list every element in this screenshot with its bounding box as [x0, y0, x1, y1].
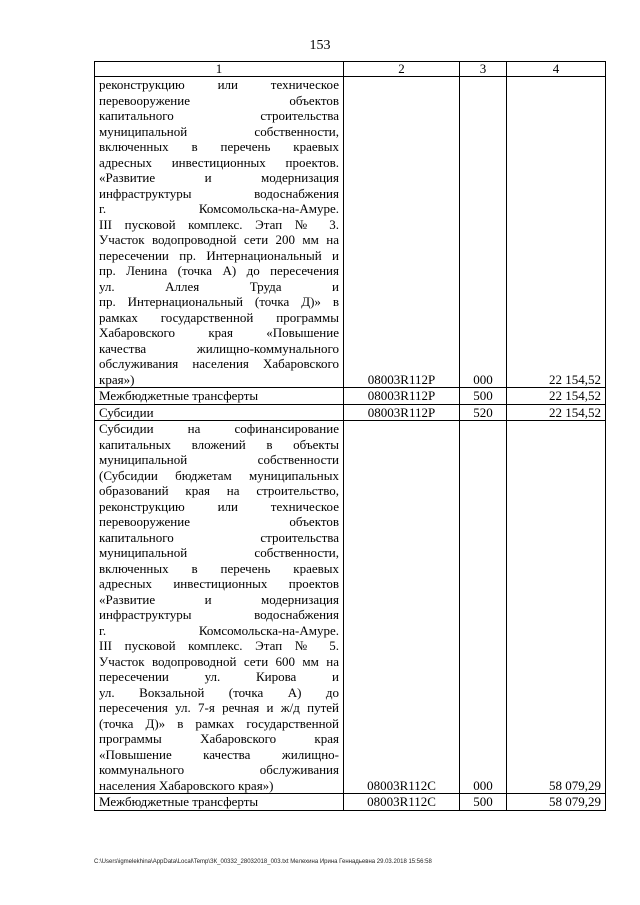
description-line: населения Хабаровского края»): [99, 777, 274, 793]
table-row: [95, 794, 606, 811]
row-description: [95, 77, 344, 388]
description-line: программы Хабаровского края: [99, 731, 339, 746]
page-number: 153: [309, 38, 331, 53]
amount-value: 22 154,52: [507, 388, 606, 405]
description-line: «Развитие и модернизация: [99, 591, 339, 607]
description-line: муниципальной собственности,: [99, 123, 339, 139]
row-description: [95, 388, 344, 405]
expense-type-code: 520: [460, 404, 507, 421]
table-header-row: [95, 62, 606, 77]
description-line: образований края на строительство,: [99, 483, 339, 498]
description-line: «Развитие и модернизация: [99, 170, 339, 185]
description-line: включенных в перечень краевых: [99, 139, 339, 154]
description-line: включенных в перечень краевых: [99, 560, 339, 576]
row-description: [95, 404, 344, 421]
file-path-footer: C:\Users\igmelekhina\AppData\Local\Temp\ЗК_00332_28032018_003.txt Мелехина Ирина Геннадьевна 29.03.2018 15:56:58: [94, 859, 432, 865]
expense-type-code: 500: [460, 388, 507, 405]
description-line: края»): [99, 371, 135, 387]
table-row: [95, 77, 606, 388]
description-line: адресных инвестиционных проектов: [99, 576, 339, 591]
description-line: пересечении пр. Интернациональный и: [99, 247, 339, 263]
amount-value: 22 154,52: [507, 404, 606, 421]
description-line: Хабаровского края «Повышение: [99, 325, 339, 340]
description-line: пр. Интернациональный (точка Д)» в: [99, 294, 339, 309]
description-line: Межбюджетные трансферты: [99, 794, 259, 809]
description-line: Межбюджетные трансферты: [99, 388, 259, 403]
description-line: Участок водопроводной сети 200 мм на: [99, 232, 339, 247]
expense-type-code: 000: [460, 77, 507, 388]
column-header: 1: [95, 62, 344, 77]
description-line: Субсидии: [99, 404, 154, 420]
description-line: инфраструктуры водоснабжения: [99, 185, 339, 201]
description-line: Участок водопроводной сети 600 мм на: [99, 653, 339, 669]
description-line: г. Комсомольска-на-Амуре.: [99, 201, 339, 216]
description-line: Субсидии на софинансирование: [99, 421, 339, 436]
table-row: [95, 421, 606, 794]
budget-table: [94, 61, 606, 811]
description-line: качества жилищно-коммунального: [99, 340, 339, 356]
expense-type-code: 000: [460, 421, 507, 794]
description-line: реконструкцию или техническое: [99, 498, 339, 514]
description-line: реконструкцию или техническое: [99, 77, 339, 92]
target-item-code: 08003R112C: [344, 421, 460, 794]
table-row: [95, 404, 606, 421]
amount-value: 22 154,52: [507, 77, 606, 388]
description-line: капитального строительства: [99, 108, 339, 123]
column-header: 2: [344, 62, 460, 77]
description-line: адресных инвестиционных проектов.: [99, 154, 339, 170]
expense-type-code: 500: [460, 794, 507, 811]
description-line: перевооружение объектов: [99, 92, 339, 108]
description-line: пересечения ул. 7-я речная и ж/д путей: [99, 700, 339, 715]
description-line: «Повышение качества жилищно-: [99, 746, 339, 762]
description-line: ул. Аллея Труда и: [99, 278, 339, 294]
description-line: капитального строительства: [99, 529, 339, 545]
description-line: муниципальной собственности: [99, 452, 339, 467]
amount-value: 58 079,29: [507, 421, 606, 794]
description-line: пересечении ул. Кирова и: [99, 669, 339, 684]
description-line: рамках государственной программы: [99, 309, 339, 325]
target-item-code: 08003R112C: [344, 794, 460, 811]
target-item-code: 08003R112P: [344, 388, 460, 405]
description-line: обслуживания населения Хабаровского: [99, 356, 339, 371]
description-line: (Субсидии бюджетам муниципальных: [99, 467, 339, 483]
description-line: пр. Ленина (точка А) до пересечения: [99, 263, 339, 278]
description-line: капитальных вложений в объекты: [99, 436, 339, 452]
description-line: перевооружение объектов: [99, 514, 339, 529]
column-header: 4: [507, 62, 606, 77]
description-line: III пусковой комплекс. Этап № 3.: [99, 216, 339, 232]
description-line: инфраструктуры водоснабжения: [99, 607, 339, 622]
description-line: (точка Д)» в рамках государственной: [99, 715, 339, 731]
description-line: ул. Вокзальной (точка А) до: [99, 684, 339, 700]
description-line: муниципальной собственности,: [99, 545, 339, 560]
description-line: коммунального обслуживания: [99, 762, 339, 777]
column-header: 3: [460, 62, 507, 77]
description-line: III пусковой комплекс. Этап № 5.: [99, 638, 339, 653]
description-line: г. Комсомольска-на-Амуре.: [99, 622, 339, 638]
target-item-code: 08003R112P: [344, 404, 460, 421]
target-item-code: 08003R112P: [344, 77, 460, 388]
row-description: [95, 421, 344, 794]
table-row: [95, 388, 606, 405]
amount-value: 58 079,29: [507, 794, 606, 811]
row-description: [95, 794, 344, 811]
